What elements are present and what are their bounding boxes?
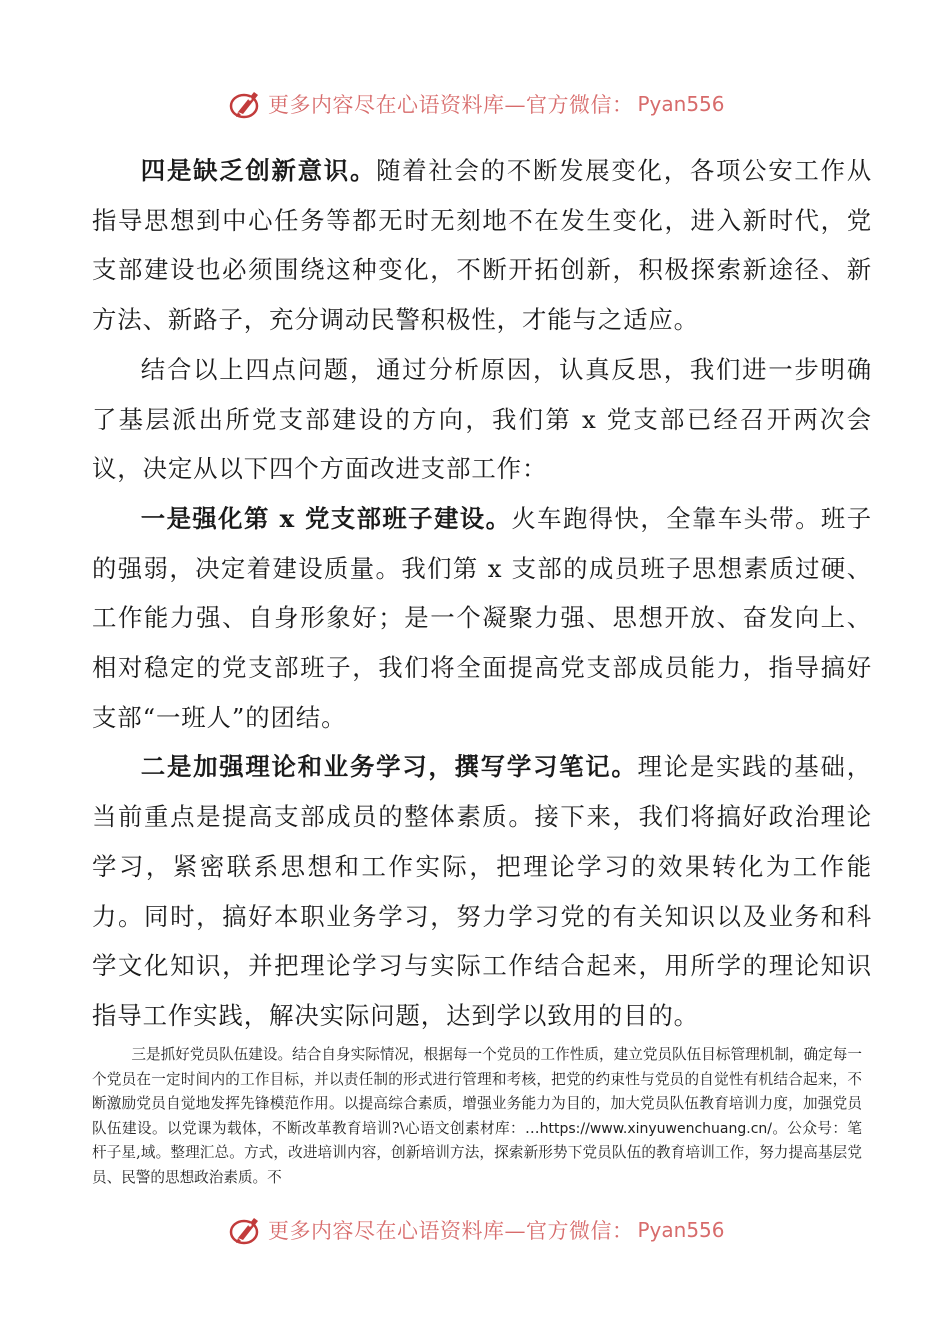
paragraph-lead: 二是加强理论和业务学习，撰写学习笔记。 <box>140 752 638 782</box>
paragraph <box>92 494 872 743</box>
paragraph-lead: 四是缺乏创新意识。 <box>140 156 377 185</box>
paragraph-body: 理论是实践的基础，当前重点是提高支部成员的整体素质。接下来，我们将搞好政治理论学习，紧密联系思想和工作实际，把理论学习的效果转化为工作能力。同时，搞好本职业务学习，努力学习党的有关知识以及业务和科学文化知识，并把理论学习与实际工作结合起来，用所学的理论知识指导工作实践，解决实际问题，达到学以致用的目的。 <box>92 752 872 1030</box>
source-url-link[interactable]: https://www.xinyuwenchuang.cn/ <box>539 1120 773 1137</box>
banner-wechat-id: Pyan556 <box>637 92 725 116</box>
paragraph <box>92 345 872 494</box>
small-print-paragraph <box>92 1043 862 1191</box>
banner-wechat-id: Pyan556 <box>637 1218 725 1242</box>
paragraph-body: 随着社会的不断发展变化，各项公安工作从指导思想到中心任务等都无时无刻地不在发生变化，进入新时代，党支部建设也必须围绕这种变化，不断开拓创新，积极探索新途径、新方法、新路子，充分调动民警积极性，才能与之适应。 <box>92 156 872 335</box>
footer-banner <box>228 1210 728 1250</box>
small-text-before: 三是抓好党员队伍建设。结合自身实际情况，根据每一个党员的工作性质，建立党员队伍目标管理机制，确定每一个党员在一定时间内的工作目标，并以责任制的形式进行管理和考核，把党的约束性与党员的自觉性有机结合起来，不断激励党员自觉地发挥先锋模范作用。以提高综合素质，增强业务能力为目的，加大党员队伍教育培训力度，加强党员队伍建设。以党课为载体，不断改革教育培训?\心语文创素材库：… <box>92 1046 862 1137</box>
pen-nib-logo-icon <box>228 1212 264 1248</box>
paragraph-lead: 一是强化第 x 党支部班子建设。 <box>140 503 512 533</box>
paragraph-body: 结合以上四点问题，通过分析原因，认真反思，我们进一步明确了基层派出所党支部建设的方向，我们第 x 党支部已经召开两次会议，决定从以下四个方面改进支部工作： <box>92 354 872 484</box>
header-banner <box>228 84 728 124</box>
banner-text: 更多内容尽在心语资料库—官方微信： <box>268 93 634 117</box>
pen-nib-logo-icon <box>228 86 264 122</box>
main-body <box>92 146 872 1041</box>
small-text-after: 。公众号：笔杆子星,域。整理汇总。方式，改进培训内容，创新培训方法，探索新形势下党员队伍的教育培训工作，努力提高基层党员、民警的思想政治素质。不 <box>92 1119 862 1186</box>
paragraph <box>92 146 872 345</box>
paragraph-body: 火车跑得快，全靠车头带。班子的强弱，决定着建设质量。我们第 x 支部的成员班子思想素质过硬、工作能力强、自身形象好；是一个凝聚力强、思想开放、奋发向上、相对稳定的党支部班子，我们将全面提高党支部成员能力，指导搞好支部“一班人”的团结。 <box>92 503 872 732</box>
paragraph <box>92 742 872 1040</box>
banner-text: 更多内容尽在心语资料库—官方微信： <box>268 1219 634 1243</box>
